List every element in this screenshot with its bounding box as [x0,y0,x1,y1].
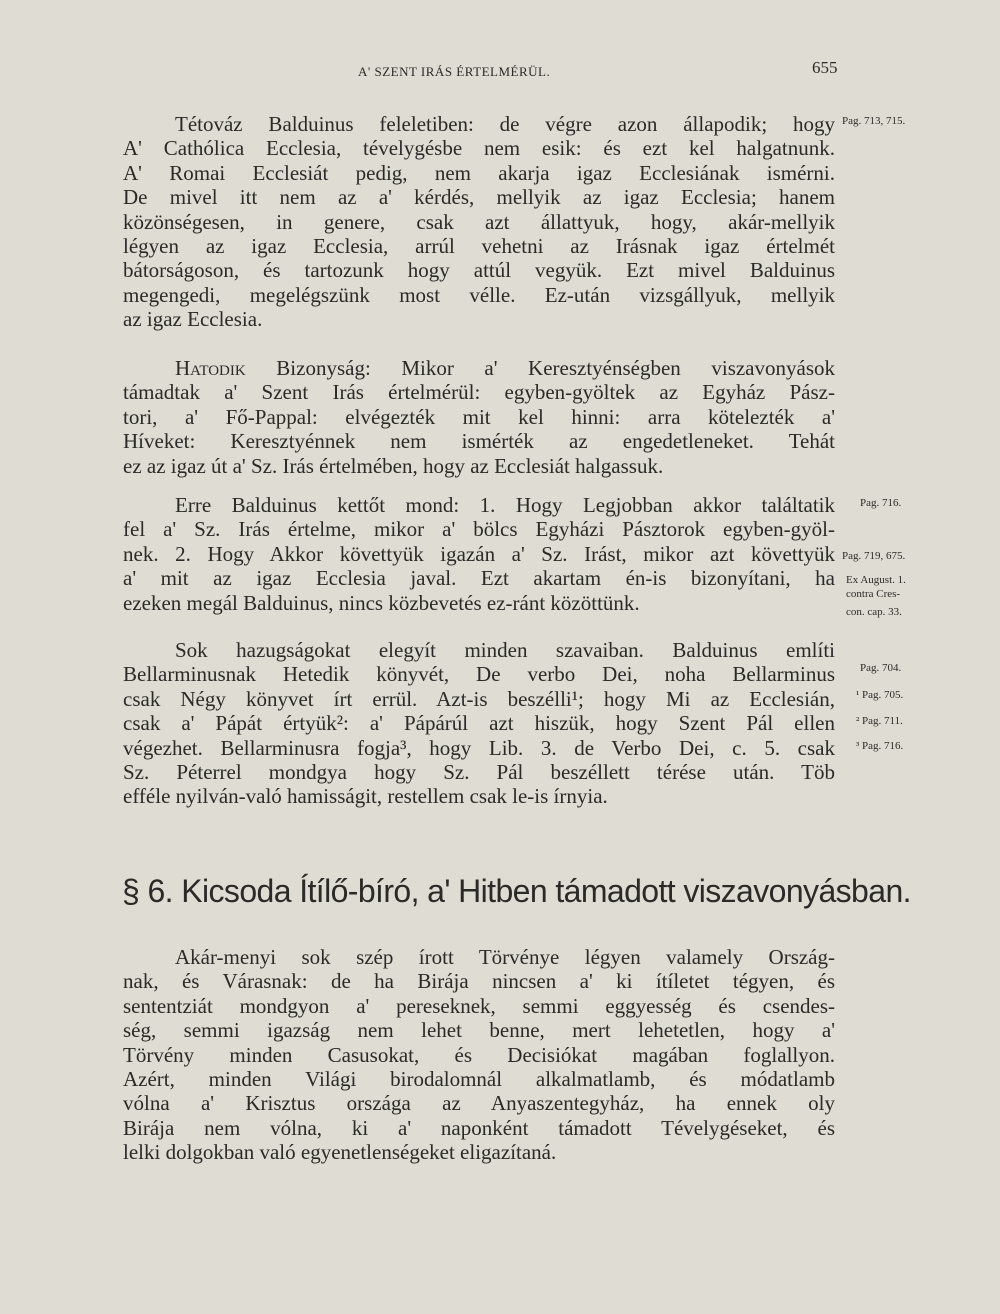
text-line: légyen az igaz Ecclesia, arrúl vehetni az Irásnak igaz értelmét [123,233,835,258]
margin-note: ³ Pag. 716. [856,740,904,752]
running-head: A' SZENT IRÁS ÉRTELMÉRÜL. [358,64,551,79]
text-line: megengedi, megelégszünk most vélle. Ez-után vizsgállyuk, mellyik [123,282,835,307]
text-line: Erre Balduinus kettőt mond: 1. Hogy Legjobban akkor találtatik [175,493,835,517]
text-line: A' Romai Ecclesiát pedig, nem akarja igaz Ecclesiának ismérni. [123,160,835,185]
text-line: támadtak a' Szent Irás értelmérül: egyben-gyöltek az Egyház Pász- [123,380,835,405]
margin-note: ¹ Pag. 705. [856,689,904,701]
text-line: Sok hazugságokat elegyít minden szavaiban. Balduinus említi [175,638,835,662]
text-line: Híveket: Keresztyénnek nem ismérték az engedetleneket. Tehát [123,429,835,454]
text-line: ez az igaz út a' Sz. Irás értelmében, hogy az Ecclesiát halgassuk. [123,453,664,478]
small-caps-word: Hatodik [175,356,246,380]
margin-note: contra Cres- [846,588,901,600]
text-line: vólna a' Krisztus országa az Anyaszentegyház, ha ennek oly [123,1091,835,1116]
text-line: Tétováz Balduinus feleletiben: de végre azon állapodik; hogy [175,112,835,136]
text-line: csak a' Pápát értyük²: a' Pápárúl azt hiszük, hogy Szent Pál ellen [123,711,835,736]
text-line: nek. 2. Hogy Akkor követtyük igazán a' Sz. Irást, mikor azt követtyük [123,541,835,566]
margin-note: ² Pag. 711. [856,715,903,727]
margin-note: Pag. 704. [860,662,902,674]
text-line: a' mit az igaz Ecclesia javal. Ezt akartam én-is bizonyítani, ha [123,566,835,591]
page-number: 655 [812,58,838,77]
text-line: efféle nyilván-való hamisságit, restellem csak le-is írnyia. [123,784,608,809]
text-line: Akár-menyi sok szép írott Törvénye légyen valamely Ország- [175,945,835,969]
margin-note: con. cap. 33. [846,606,902,618]
text-line: Azért, minden Világi birodalomnál alkalmatlamb, és módatlamb [123,1066,835,1091]
text-line: fel a' Sz. Irás értelme, mikor a' bölcs Egyházi Pásztorok egyben-gyöl- [123,517,835,542]
margin-note: Ex August. 1. [846,574,906,586]
text-line: A' Cathólica Ecclesia, tévelygésbe nem esik: és ezt kel halgatnunk. [123,136,835,161]
margin-note: Pag. 713, 715. [842,115,906,127]
text-line: az igaz Ecclesia. [123,307,263,332]
text-line: ség, semmi igazság nem lehet benne, mert lehetetlen, hogy a' [123,1018,835,1043]
text-line: sententziát mondgyon a' pereseknek, semmi eggyesség és csendes- [123,993,835,1018]
text-line-rest: Bizonyság: Mikor a' Keresztyénségben viszavonyások [245,356,835,380]
text-line: végezhet. Bellarminusra fogja³, hogy Lib. 3. de Verbo Dei, c. 5. csak [123,735,835,760]
section-heading: § 6. Kicsoda Ítílő-bíró, a' Hitben támadott viszavonyásban. [122,873,911,909]
text-line: közönségesen, in genere, csak azt állattyuk, hogy, akár-mellyik [123,209,835,234]
text-line: csak Négy könyvet írt errül. Azt-is beszélli¹; hogy Mi az Ecclesián, [123,686,835,711]
text-line: Sz. Péterrel mondgya hogy Sz. Pál beszéllett térése után. Töb [123,759,835,784]
text-line: tori, a' Fő-Pappal: elvégezték mit kel hinni: arra kötelezték a' [123,404,835,429]
text-line: De mivel itt nem az a' kérdés, mellyik az igaz Ecclesia; hanem [123,185,835,210]
text-line: nak, és Várasnak: de ha Birája nincsen a' ki ítíletet tégyen, és [123,969,835,994]
text-line: bátorságoson, és tartozunk hogy attúl vegyük. Ezt mivel Balduinus [123,258,835,283]
text-line: ezeken megál Balduinus, nincs közbevetés ez-ránt közöttünk. [123,590,640,615]
margin-note: Pag. 716. [860,497,902,509]
text-line: lelki dolgokban való egyenetlenségeket eligazítaná. [123,1140,557,1165]
text-line: Törvény minden Casusokat, és Decisiókat magában foglallyon. [123,1042,835,1067]
text-line: Bellarminusnak Hetedik könyvét, De verbo Dei, noha Bellarminus [123,662,835,687]
margin-note: Pag. 719, 675. [842,550,906,562]
text-line: Birája nem vólna, ki a' naponként támadott Tévelygéseket, és [123,1115,835,1140]
